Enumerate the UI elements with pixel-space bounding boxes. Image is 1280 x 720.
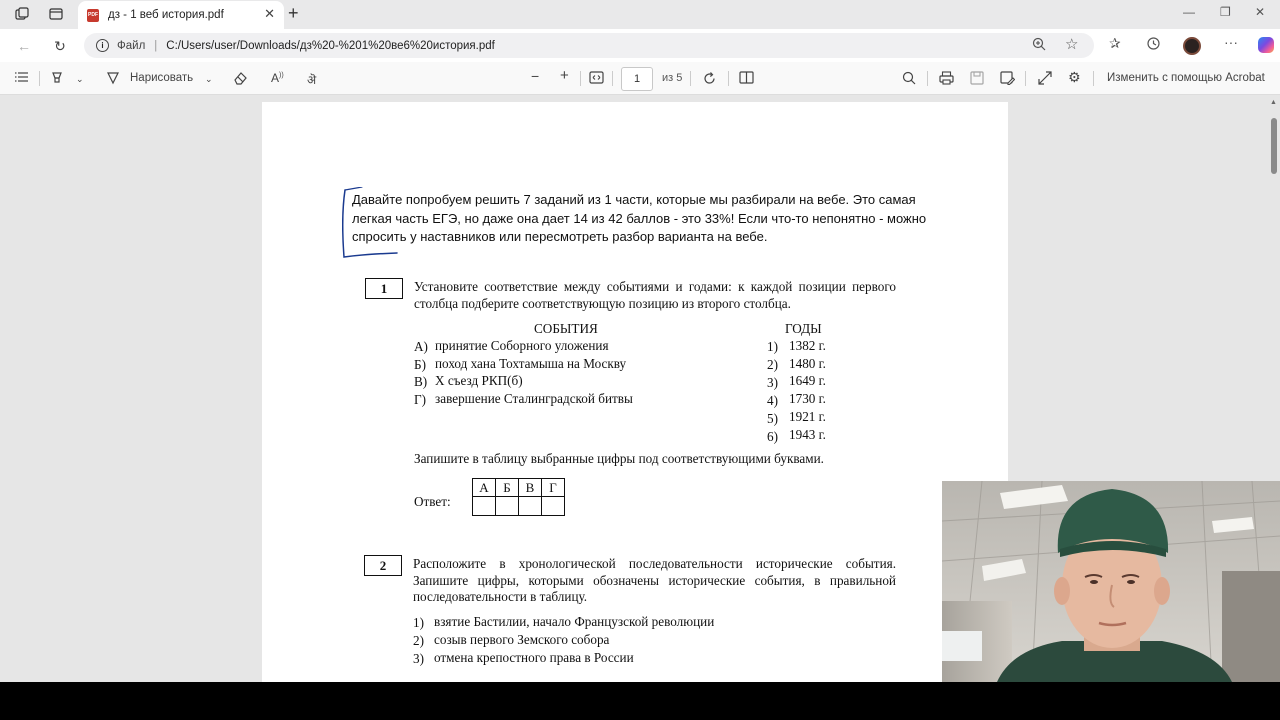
year-num: 4) — [767, 393, 778, 408]
zoom-out-icon[interactable]: − — [531, 68, 540, 84]
page-number-input[interactable]: 1 — [621, 67, 653, 91]
question-2-text: Расположите в хронологической последовательности исторические события. Запишите цифры, которыми обозначены исторические события, в правильной последовательности в таблицу. — [413, 556, 896, 604]
item-text: взятие Бастилии, начало Французской революции — [434, 614, 715, 629]
address-bar[interactable] — [84, 33, 1094, 58]
events-header: СОБЫТИЯ — [534, 321, 598, 336]
contents-icon[interactable] — [15, 71, 28, 86]
toolbar-divider — [690, 71, 691, 86]
event-text: завершение Сталинградской битвы — [435, 391, 633, 406]
profile-avatar[interactable] — [1183, 37, 1201, 55]
pdf-file-icon: PDF — [87, 9, 99, 22]
favorites-icon[interactable]: ✰ — [1109, 35, 1121, 51]
year-text: 1382 г. — [789, 338, 826, 353]
webcam-person-image — [942, 481, 1280, 682]
pdf-page — [262, 102, 1008, 682]
item-text: созыв первого Земского собора — [434, 632, 610, 647]
draw-icon[interactable] — [106, 71, 120, 88]
eraser-icon[interactable] — [233, 71, 248, 88]
save-icon[interactable] — [970, 71, 984, 88]
toolbar-divider — [580, 71, 581, 86]
pdf-toolbar — [0, 62, 1280, 95]
fullscreen-icon[interactable] — [1038, 71, 1052, 88]
answer-cell — [519, 497, 542, 516]
answer-table — [472, 478, 565, 516]
year-num: 2) — [767, 357, 778, 372]
refresh-icon[interactable]: ↻ — [54, 37, 66, 54]
maximize-icon[interactable]: ❐ — [1220, 5, 1231, 19]
navigation-bar — [0, 29, 1280, 62]
translate-icon[interactable]: ऄ — [307, 73, 317, 87]
answer-table-header: Б — [496, 479, 519, 497]
url-separator: | — [154, 39, 158, 52]
toolbar-divider — [1025, 71, 1026, 86]
answer-table-header: В — [519, 479, 542, 497]
event-letter: Б) — [414, 357, 426, 372]
answer-cell — [542, 497, 565, 516]
answer-table-header: Г — [542, 479, 565, 497]
toolbar-divider — [612, 71, 613, 86]
year-num: 1) — [767, 339, 778, 354]
copilot-icon[interactable] — [1258, 37, 1274, 53]
year-text: 1921 г. — [789, 409, 826, 424]
history-icon[interactable] — [1146, 36, 1161, 54]
highlight-icon[interactable] — [50, 71, 64, 88]
webcam-overlay — [942, 481, 1280, 682]
toolbar-divider — [39, 71, 40, 86]
draw-dropdown-icon[interactable]: ⌄ — [205, 74, 213, 84]
answer-cell — [496, 497, 519, 516]
answer-cell — [473, 497, 496, 516]
read-aloud-icon[interactable]: A)) — [271, 71, 284, 85]
event-text: принятие Соборного уложения — [435, 338, 609, 353]
scrollbar-thumb[interactable] — [1271, 118, 1277, 174]
tab-bar — [0, 0, 1280, 29]
scroll-up-arrow-icon[interactable]: ▲ — [1270, 99, 1277, 106]
years-header: ГОДЫ — [785, 321, 822, 336]
intro-paragraph: Давайте попробуем решить 7 заданий из 1 части, которые мы разбирали на вебе. Это самая легкая часть ЕГЭ, но даже она дает 14 из 42 баллов - это 33%! Если что-то непонятно - можно спросить у наставников или пересмотреть разбор варианта на вебе. — [352, 192, 927, 244]
year-text: 1480 г. — [789, 356, 826, 371]
event-text: поход хана Тохтамыша на Москву — [435, 356, 627, 371]
tab-close-icon[interactable]: ✕ — [264, 6, 275, 21]
info-icon[interactable]: i — [96, 39, 109, 52]
item-num: 1) — [413, 615, 424, 630]
year-num: 5) — [767, 411, 778, 426]
year-text: 1943 г. — [789, 427, 826, 442]
page-total: из 5 — [662, 72, 683, 84]
close-window-icon[interactable]: ✕ — [1255, 5, 1266, 19]
year-num: 6) — [767, 429, 778, 444]
edit-with-acrobat-button[interactable]: Изменить с помощью Acrobat — [1107, 72, 1265, 84]
zoom-icon[interactable] — [1032, 37, 1046, 54]
minimize-icon[interactable]: — — [1183, 5, 1195, 19]
question-1-instruction: Запишите в таблицу выбранные цифры под соответствующими буквами. — [414, 451, 824, 466]
url-text[interactable]: C:/Users/user/Downloads/дз%20-%201%20ве6%20история.pdf — [166, 39, 495, 52]
event-letter: А) — [414, 339, 428, 354]
back-icon[interactable]: ← — [17, 38, 31, 54]
year-text: 1730 г. — [789, 391, 826, 406]
fit-page-icon[interactable] — [589, 71, 604, 87]
toolbar-divider — [1093, 71, 1094, 86]
tab-active-pdf[interactable] — [78, 1, 284, 29]
new-tab-icon[interactable]: + — [288, 3, 299, 23]
zoom-in-icon[interactable]: + — [560, 67, 569, 84]
event-letter: В) — [414, 374, 428, 389]
item-text: отмена крепостного права в России — [434, 650, 634, 665]
save-as-icon[interactable] — [1000, 71, 1015, 88]
item-num: 2) — [413, 633, 424, 648]
question-1-text: Установите соответствие между событиями и годами: к каждой позиции первого столбца подберите соответствующую позицию из второго столбца. — [414, 279, 896, 311]
item-num: 3) — [413, 651, 424, 666]
question-2-number: 2 — [364, 555, 402, 576]
event-letter: Г) — [414, 392, 427, 407]
answer-label: Ответ: — [414, 494, 451, 509]
answer-table-header: А — [473, 479, 496, 497]
tab-title: дз - 1 веб история.pdf — [108, 9, 224, 21]
workspaces-icon[interactable] — [11, 4, 33, 24]
draw-button-label[interactable]: Нарисовать — [130, 72, 194, 84]
find-icon[interactable] — [902, 71, 916, 88]
bottom-black-bar — [0, 682, 1280, 720]
favorite-star-icon[interactable]: ☆ — [1065, 36, 1079, 53]
year-text: 1649 г. — [789, 373, 826, 388]
page-view-icon[interactable] — [739, 71, 754, 87]
question-1-number: 1 — [365, 278, 403, 299]
year-num: 3) — [767, 375, 778, 390]
toolbar-divider — [927, 71, 928, 86]
highlight-dropdown-icon[interactable]: ⌄ — [76, 74, 84, 84]
toolbar-divider — [728, 71, 729, 86]
url-prefix: Файл — [117, 39, 146, 52]
settings-gear-icon[interactable]: ⚙ — [1068, 69, 1081, 85]
more-menu-icon[interactable]: ··· — [1224, 34, 1238, 50]
tab-actions-icon[interactable] — [45, 4, 67, 24]
event-text: X съезд РКП(б) — [435, 373, 523, 388]
print-icon[interactable] — [939, 71, 954, 88]
rotate-icon[interactable] — [702, 71, 717, 89]
